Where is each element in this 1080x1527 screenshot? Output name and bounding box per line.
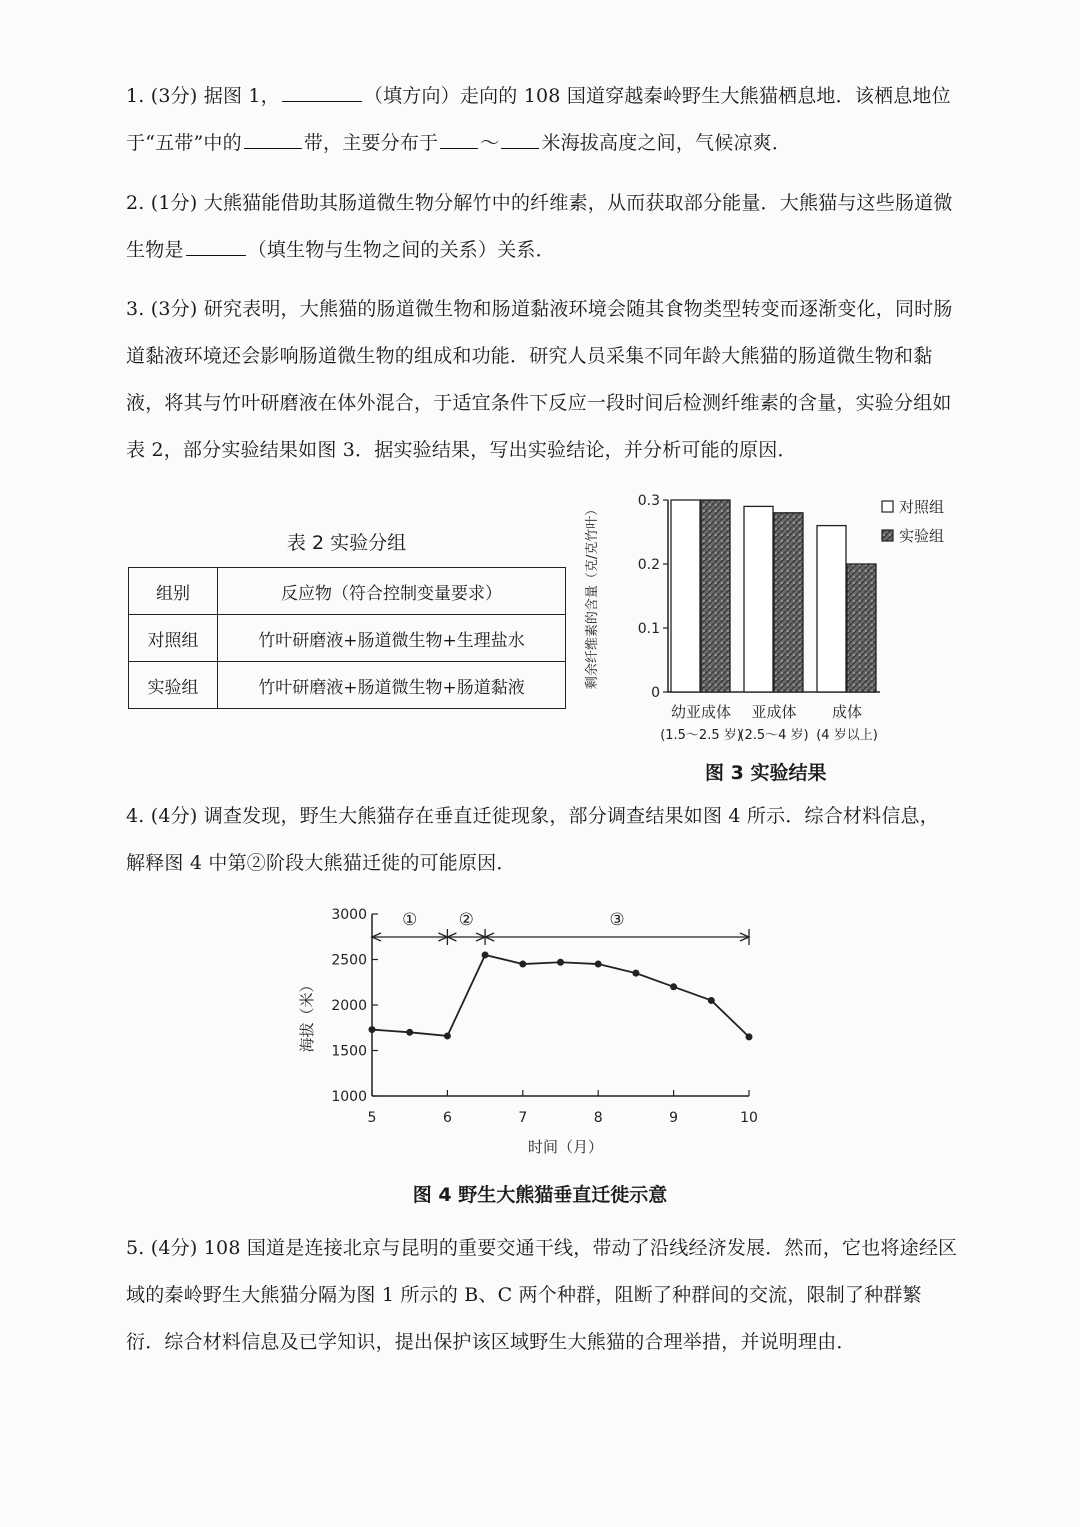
y-tick-label: 0.1 — [637, 621, 660, 637]
question-text: 米海拔高度之间，气候凉爽． — [541, 132, 792, 154]
y-axis-label: 剩余纤维素的含量（克/克竹叶） — [585, 502, 600, 690]
data-point — [708, 997, 715, 1004]
question-score: (4分) — [150, 805, 198, 827]
table-header-cell: 反应物（符合控制变量要求） — [218, 568, 566, 615]
question-3 — [126, 286, 958, 474]
x-axis-label: 时间（月） — [527, 1138, 604, 1156]
stage-label: ③ — [609, 910, 625, 930]
data-point — [406, 1029, 413, 1036]
figure-4-caption: 图 4 野生大熊猫垂直迁徙示意 — [412, 1184, 668, 1206]
bar-experiment — [701, 500, 730, 692]
x-tick-label: 8 — [593, 1110, 603, 1126]
bar-control — [817, 526, 846, 692]
series-line — [372, 955, 749, 1037]
data-point — [482, 951, 489, 958]
question-text: 研究表明，大熊猫的肠道微生物和肠道黏液环境会随其食物类型转变而逐渐变化，同时肠道黏液环境还会影响肠道微生物的组成和功能．研究人员采集不同年龄大熊猫的肠道微生物和黏液，将其与竹叶研磨液在体外混合，于适宜条件下反应一段时间后检测纤维素的含量，实验分组如表 2，部分实验结果如图 3．据实验结果，写出实验结论，并分析可能的原因． — [126, 298, 953, 461]
y-tick-label: 0 — [651, 685, 660, 701]
question-text: 据图 1， — [203, 85, 280, 107]
data-point — [595, 961, 602, 968]
y-tick-label: 1000 — [331, 1089, 367, 1105]
question-score: (3分) — [150, 85, 198, 107]
question-text: ～ — [480, 132, 500, 154]
x-tick-label: 10 — [740, 1110, 758, 1126]
x-category-label: 亚成体 — [751, 703, 797, 721]
table-cell: 竹叶研磨液+肠道微生物+肠道黏液 — [218, 662, 566, 709]
y-tick-label: 0.3 — [637, 493, 660, 509]
question-text: （填方向）走向的 108 国道穿越秦岭野生大熊猫栖息地．该栖息地位于“五带”中的 — [126, 85, 951, 154]
question-number: 4. — [126, 805, 145, 827]
table-cell: 实验组 — [129, 662, 218, 709]
x-tick-label: 9 — [669, 1110, 679, 1126]
question-text: （填生物与生物之间的关系）关系． — [247, 239, 555, 261]
question-number: 5. — [126, 1237, 145, 1259]
table-cell: 对照组 — [129, 615, 218, 662]
x-category-range: (1.5～2.5 岁) — [660, 728, 742, 743]
question-text: 带，主要分布于 — [303, 132, 439, 154]
table-row — [129, 615, 566, 662]
x-category-label: 成体 — [831, 703, 863, 721]
answer-blank[interactable] — [440, 128, 478, 149]
y-tick-label: 0.2 — [637, 557, 660, 573]
experiment-group-table — [128, 567, 566, 709]
x-tick-label: 6 — [442, 1110, 452, 1126]
legend-swatch — [882, 530, 893, 541]
question-text: 108 国道是连接北京与昆明的重要交通干线，带动了沿线经济发展．然而，它也将途经区域的秦岭野生大熊猫分隔为图 1 所示的 B、C 两个种群，阻断了种群间的交流，限制了种群繁衍．综合材料信息及已学知识，提出保护该区域野生大熊猫的合理举措，并说明理由． — [126, 1237, 958, 1353]
y-axis-label: 海拔（米） — [298, 977, 316, 1053]
x-tick-label: 7 — [518, 1110, 528, 1126]
x-tick-label: 5 — [367, 1110, 377, 1126]
data-point — [369, 1026, 376, 1033]
data-point — [746, 1033, 753, 1040]
bar-experiment — [847, 564, 876, 692]
data-point — [444, 1032, 451, 1039]
question-number: 1. — [126, 85, 145, 107]
bar-experiment — [774, 513, 803, 692]
answer-blank[interactable] — [244, 128, 302, 149]
question-number: 3. — [126, 298, 145, 320]
answer-blank[interactable] — [186, 235, 246, 256]
legend-label: 对照组 — [899, 498, 945, 516]
question-4 — [126, 793, 958, 887]
answer-blank[interactable] — [282, 81, 362, 102]
y-tick-label: 3000 — [331, 907, 367, 923]
legend-label: 实验组 — [899, 527, 945, 545]
table-cell: 竹叶研磨液+肠道微生物+生理盐水 — [218, 615, 566, 662]
answer-blank[interactable] — [501, 128, 539, 149]
y-tick-label: 2000 — [331, 998, 367, 1014]
question-number: 2. — [126, 192, 145, 214]
table-row — [129, 662, 566, 709]
question-1 — [126, 73, 958, 167]
y-tick-label: 2500 — [331, 952, 367, 969]
table-header-cell: 组别 — [129, 568, 218, 615]
stage-label: ① — [402, 910, 418, 930]
data-point — [632, 970, 639, 977]
question-text: 大熊猫能借助其肠道微生物分解竹中的纤维素，从而获取部分能量．大熊猫与这些肠道微生物是 — [126, 192, 953, 261]
migration-line-chart — [290, 895, 790, 1165]
table-header-row — [129, 568, 566, 615]
question-5 — [126, 1225, 958, 1366]
data-point — [670, 983, 677, 990]
question-score: (3分) — [150, 298, 198, 320]
stage-label: ② — [458, 910, 474, 930]
data-point — [519, 961, 526, 968]
legend-swatch — [882, 501, 893, 512]
question-score: (4分) — [150, 1237, 198, 1259]
x-category-range: (4 岁以上) — [816, 728, 878, 743]
x-category-label: 幼亚成体 — [670, 703, 732, 721]
bar-control — [744, 506, 773, 692]
data-point — [557, 959, 564, 966]
figure-3-caption: 图 3 实验结果 — [705, 762, 827, 784]
experiment-result-bar-chart — [570, 485, 970, 750]
bar-control — [671, 500, 700, 692]
y-tick-label: 1500 — [331, 1043, 367, 1060]
question-score: (1分) — [150, 192, 198, 214]
x-category-range: (2.5～4 岁) — [739, 728, 809, 743]
table-title: 表 2 实验分组 — [286, 532, 407, 554]
question-text: 调查发现，野生大熊猫存在垂直迁徙现象，部分调查结果如图 4 所示．综合材料信息，解释图 4 中第②阶段大熊猫迁徙的可能原因． — [126, 805, 939, 874]
question-2 — [126, 180, 958, 274]
